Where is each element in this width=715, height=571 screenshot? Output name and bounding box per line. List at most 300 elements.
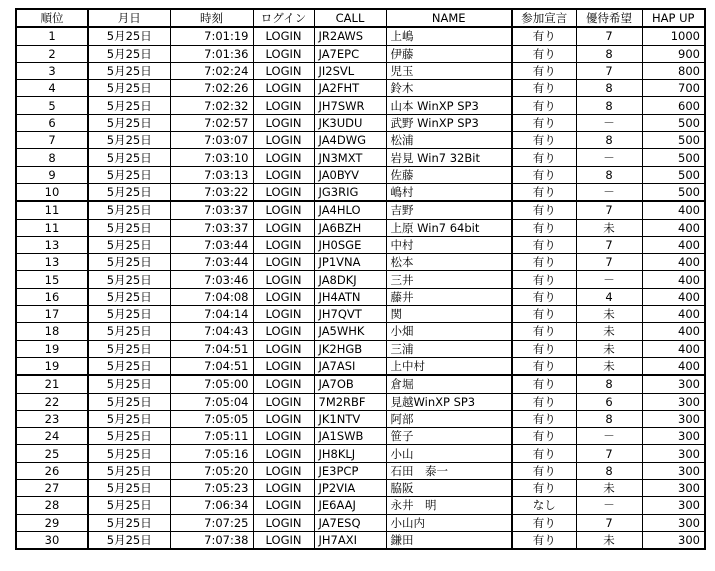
table-row	[16, 531, 705, 549]
hap-up-cell: 300	[642, 497, 705, 514]
date-cell: 5月25日	[88, 445, 170, 462]
login-cell: LOGIN	[253, 62, 314, 79]
rank-cell: 8	[16, 149, 88, 166]
time-cell: 7:07:25	[170, 514, 253, 531]
name-cell: 永井 明	[386, 497, 512, 514]
date-cell: 5月25日	[88, 514, 170, 531]
participation-cell: 有り	[512, 428, 576, 445]
table-row	[16, 149, 705, 166]
time-cell: 7:01:36	[170, 45, 253, 62]
preference-cell: 7	[576, 254, 642, 271]
call-cell: JA5WHK	[314, 323, 386, 340]
name-cell: 脇阪	[386, 480, 512, 497]
hap-up-cell: 500	[642, 166, 705, 183]
preference-cell: 8	[576, 462, 642, 479]
table-row	[16, 340, 705, 357]
participation-cell: 有り	[512, 62, 576, 79]
header-hap-up: HAP UP	[642, 9, 705, 27]
rank-cell: 2	[16, 45, 88, 62]
participation-cell: なし	[512, 497, 576, 514]
table-row	[16, 445, 705, 462]
call-cell: JH0SGE	[314, 236, 386, 253]
login-cell: LOGIN	[253, 306, 314, 323]
call-cell: JH7SWR	[314, 97, 386, 114]
name-cell: 伊藤	[386, 45, 512, 62]
date-cell: 5月25日	[88, 27, 170, 45]
preference-cell: 7	[576, 62, 642, 79]
date-cell: 5月25日	[88, 323, 170, 340]
participation-cell: 有り	[512, 340, 576, 357]
date-cell: 5月25日	[88, 45, 170, 62]
call-cell: JK3UDU	[314, 114, 386, 131]
header-name: NAME	[386, 9, 512, 27]
name-cell: 笹子	[386, 428, 512, 445]
login-cell: LOGIN	[253, 393, 314, 410]
name-cell: 藤井	[386, 288, 512, 305]
date-cell: 5月25日	[88, 410, 170, 427]
login-cell: LOGIN	[253, 462, 314, 479]
date-cell: 5月25日	[88, 236, 170, 253]
hap-up-cell: 400	[642, 340, 705, 357]
date-cell: 5月25日	[88, 393, 170, 410]
time-cell: 7:02:32	[170, 97, 253, 114]
rank-cell: 9	[16, 166, 88, 183]
rank-cell: 19	[16, 357, 88, 375]
hap-up-cell: 600	[642, 97, 705, 114]
hap-up-cell: 400	[642, 288, 705, 305]
time-cell: 7:05:11	[170, 428, 253, 445]
hap-up-cell: 300	[642, 445, 705, 462]
login-cell: LOGIN	[253, 166, 314, 183]
hap-up-cell: 400	[642, 271, 705, 288]
hap-up-cell: 300	[642, 428, 705, 445]
call-cell: JR2AWS	[314, 27, 386, 45]
name-cell: 倉堀	[386, 375, 512, 393]
time-cell: 7:03:13	[170, 166, 253, 183]
rank-cell: 24	[16, 428, 88, 445]
participation-cell: 有り	[512, 288, 576, 305]
name-cell: 松本	[386, 254, 512, 271]
name-cell: 松浦	[386, 132, 512, 149]
rank-cell: 23	[16, 410, 88, 427]
participation-cell: 有り	[512, 97, 576, 114]
time-cell: 7:04:51	[170, 340, 253, 357]
table-row	[16, 183, 705, 201]
call-cell: JA8DKJ	[314, 271, 386, 288]
table-row	[16, 271, 705, 288]
login-cell: LOGIN	[253, 514, 314, 531]
preference-cell: 未	[576, 480, 642, 497]
name-cell: 石田 泰一	[386, 462, 512, 479]
preference-cell: 4	[576, 288, 642, 305]
login-cell: LOGIN	[253, 80, 314, 97]
rank-cell: 27	[16, 480, 88, 497]
time-cell: 7:01:19	[170, 27, 253, 45]
hap-up-cell: 400	[642, 201, 705, 219]
date-cell: 5月25日	[88, 97, 170, 114]
table-row	[16, 114, 705, 131]
login-cell: LOGIN	[253, 531, 314, 549]
rank-cell: 30	[16, 531, 88, 549]
call-cell: JA0BYV	[314, 166, 386, 183]
name-cell: 上中村	[386, 357, 512, 375]
time-cell: 7:02:57	[170, 114, 253, 131]
preference-cell: －	[576, 114, 642, 131]
login-cell: LOGIN	[253, 445, 314, 462]
login-cell: LOGIN	[253, 97, 314, 114]
hap-up-cell: 300	[642, 375, 705, 393]
participation-cell: 有り	[512, 27, 576, 45]
call-cell: JI2SVL	[314, 62, 386, 79]
name-cell: 阿部	[386, 410, 512, 427]
name-cell: 岩見 Win7 32Bit	[386, 149, 512, 166]
time-cell: 7:04:08	[170, 288, 253, 305]
hap-up-cell: 300	[642, 531, 705, 549]
participation-cell: 有り	[512, 375, 576, 393]
login-cell: LOGIN	[253, 114, 314, 131]
participation-cell: 有り	[512, 480, 576, 497]
name-cell: 見越WinXP SP3	[386, 393, 512, 410]
time-cell: 7:06:34	[170, 497, 253, 514]
hap-up-cell: 400	[642, 219, 705, 236]
date-cell: 5月25日	[88, 462, 170, 479]
name-cell: 上原 Win7 64bit	[386, 219, 512, 236]
rank-cell: 3	[16, 62, 88, 79]
hap-up-cell: 300	[642, 410, 705, 427]
table-body	[16, 27, 705, 549]
login-cell: LOGIN	[253, 428, 314, 445]
date-cell: 5月25日	[88, 62, 170, 79]
name-cell: 嶋村	[386, 183, 512, 201]
header-call: CALL	[314, 9, 386, 27]
date-cell: 5月25日	[88, 183, 170, 201]
name-cell: 小山内	[386, 514, 512, 531]
header-preference: 優待希望	[576, 9, 642, 27]
call-cell: JA2FHT	[314, 80, 386, 97]
participation-cell: 有り	[512, 271, 576, 288]
participation-cell: 有り	[512, 357, 576, 375]
header-participation: 参加宣言	[512, 9, 576, 27]
name-cell: 小山	[386, 445, 512, 462]
hap-up-cell: 800	[642, 62, 705, 79]
date-cell: 5月25日	[88, 80, 170, 97]
preference-cell: 未	[576, 531, 642, 549]
time-cell: 7:03:46	[170, 271, 253, 288]
preference-cell: －	[576, 428, 642, 445]
preference-cell: 8	[576, 97, 642, 114]
call-cell: JK1NTV	[314, 410, 386, 427]
hap-up-cell: 400	[642, 357, 705, 375]
name-cell: 中村	[386, 236, 512, 253]
hap-up-cell: 400	[642, 254, 705, 271]
hap-up-cell: 400	[642, 236, 705, 253]
participation-cell: 有り	[512, 306, 576, 323]
date-cell: 5月25日	[88, 219, 170, 236]
preference-cell: 6	[576, 393, 642, 410]
name-cell: 上嶋	[386, 27, 512, 45]
table-row	[16, 497, 705, 514]
name-cell: 児玉	[386, 62, 512, 79]
time-cell: 7:03:44	[170, 254, 253, 271]
name-cell: 鈴木	[386, 80, 512, 97]
time-cell: 7:07:38	[170, 531, 253, 549]
login-cell: LOGIN	[253, 410, 314, 427]
login-cell: LOGIN	[253, 132, 314, 149]
preference-cell: 7	[576, 201, 642, 219]
rank-cell: 22	[16, 393, 88, 410]
call-cell: JA4DWG	[314, 132, 386, 149]
table-row	[16, 45, 705, 62]
login-cell: LOGIN	[253, 375, 314, 393]
participation-cell: 有り	[512, 219, 576, 236]
hap-up-cell: 500	[642, 149, 705, 166]
table-header	[16, 9, 705, 27]
login-cell: LOGIN	[253, 254, 314, 271]
header-login: ログイン	[253, 9, 314, 27]
participation-cell: 有り	[512, 114, 576, 131]
preference-cell: 未	[576, 323, 642, 340]
name-cell: 山本 WinXP SP3	[386, 97, 512, 114]
name-cell: 武野 WinXP SP3	[386, 114, 512, 131]
login-cell: LOGIN	[253, 497, 314, 514]
date-cell: 5月25日	[88, 340, 170, 357]
date-cell: 5月25日	[88, 114, 170, 131]
login-cell: LOGIN	[253, 288, 314, 305]
participation-cell: 有り	[512, 166, 576, 183]
participation-cell: 有り	[512, 80, 576, 97]
name-cell: 小畑	[386, 323, 512, 340]
table-row	[16, 306, 705, 323]
time-cell: 7:02:26	[170, 80, 253, 97]
participation-cell: 有り	[512, 236, 576, 253]
rank-cell: 16	[16, 288, 88, 305]
table-row	[16, 462, 705, 479]
participation-cell: 有り	[512, 410, 576, 427]
hap-up-cell: 400	[642, 323, 705, 340]
hap-up-cell: 300	[642, 480, 705, 497]
rank-cell: 1	[16, 27, 88, 45]
time-cell: 7:05:04	[170, 393, 253, 410]
preference-cell: －	[576, 183, 642, 201]
hap-up-cell: 900	[642, 45, 705, 62]
preference-cell: 7	[576, 514, 642, 531]
hap-up-cell: 500	[642, 183, 705, 201]
table-row	[16, 375, 705, 393]
results-table	[15, 8, 706, 550]
participation-cell: 有り	[512, 445, 576, 462]
name-cell: 三井	[386, 271, 512, 288]
login-cell: LOGIN	[253, 480, 314, 497]
date-cell: 5月25日	[88, 531, 170, 549]
participation-cell: 有り	[512, 183, 576, 201]
preference-cell: 7	[576, 236, 642, 253]
time-cell: 7:05:05	[170, 410, 253, 427]
time-cell: 7:03:37	[170, 201, 253, 219]
preference-cell: 未	[576, 306, 642, 323]
date-cell: 5月25日	[88, 497, 170, 514]
participation-cell: 有り	[512, 531, 576, 549]
table-row	[16, 254, 705, 271]
table-row	[16, 27, 705, 45]
rank-cell: 13	[16, 236, 88, 253]
time-cell: 7:05:23	[170, 480, 253, 497]
login-cell: LOGIN	[253, 219, 314, 236]
date-cell: 5月25日	[88, 166, 170, 183]
call-cell: JH4ATN	[314, 288, 386, 305]
preference-cell: 8	[576, 166, 642, 183]
participation-cell: 有り	[512, 149, 576, 166]
preference-cell: 未	[576, 340, 642, 357]
table-row	[16, 410, 705, 427]
login-cell: LOGIN	[253, 183, 314, 201]
call-cell: JH7AXI	[314, 531, 386, 549]
time-cell: 7:03:07	[170, 132, 253, 149]
call-cell: JE6AAJ	[314, 497, 386, 514]
time-cell: 7:03:37	[170, 219, 253, 236]
call-cell: JH7QVT	[314, 306, 386, 323]
call-cell: JK2HGB	[314, 340, 386, 357]
date-cell: 5月25日	[88, 254, 170, 271]
login-cell: LOGIN	[253, 323, 314, 340]
rank-cell: 10	[16, 183, 88, 201]
date-cell: 5月25日	[88, 271, 170, 288]
time-cell: 7:03:44	[170, 236, 253, 253]
preference-cell: －	[576, 497, 642, 514]
time-cell: 7:03:22	[170, 183, 253, 201]
call-cell: 7M2RBF	[314, 393, 386, 410]
preference-cell: 8	[576, 45, 642, 62]
name-cell: 三浦	[386, 340, 512, 357]
name-cell: 関	[386, 306, 512, 323]
table-row	[16, 288, 705, 305]
table-row	[16, 480, 705, 497]
rank-cell: 25	[16, 445, 88, 462]
time-cell: 7:03:10	[170, 149, 253, 166]
participation-cell: 有り	[512, 201, 576, 219]
participation-cell: 有り	[512, 514, 576, 531]
table-row	[16, 236, 705, 253]
login-cell: LOGIN	[253, 236, 314, 253]
call-cell: JP2VIA	[314, 480, 386, 497]
preference-cell: 8	[576, 132, 642, 149]
rank-cell: 17	[16, 306, 88, 323]
time-cell: 7:04:14	[170, 306, 253, 323]
header-rank: 順位	[16, 9, 88, 27]
name-cell: 鎌田	[386, 531, 512, 549]
preference-cell: 7	[576, 445, 642, 462]
time-cell: 7:05:00	[170, 375, 253, 393]
rank-cell: 5	[16, 97, 88, 114]
call-cell: JH8KLJ	[314, 445, 386, 462]
hap-up-cell: 300	[642, 514, 705, 531]
login-cell: LOGIN	[253, 149, 314, 166]
participation-cell: 有り	[512, 132, 576, 149]
call-cell: JA7ESQ	[314, 514, 386, 531]
table-row	[16, 201, 705, 219]
call-cell: JA7EPC	[314, 45, 386, 62]
call-cell: JA1SWB	[314, 428, 386, 445]
rank-cell: 7	[16, 132, 88, 149]
preference-cell: －	[576, 149, 642, 166]
participation-cell: 有り	[512, 462, 576, 479]
rank-cell: 11	[16, 201, 88, 219]
rank-cell: 28	[16, 497, 88, 514]
time-cell: 7:04:51	[170, 357, 253, 375]
date-cell: 5月25日	[88, 428, 170, 445]
hap-up-cell: 300	[642, 393, 705, 410]
rank-cell: 4	[16, 80, 88, 97]
table-row	[16, 428, 705, 445]
login-cell: LOGIN	[253, 27, 314, 45]
call-cell: JE3PCP	[314, 462, 386, 479]
hap-up-cell: 1000	[642, 27, 705, 45]
date-cell: 5月25日	[88, 375, 170, 393]
preference-cell: 8	[576, 375, 642, 393]
rank-cell: 11	[16, 219, 88, 236]
hap-up-cell: 500	[642, 114, 705, 131]
preference-cell: 7	[576, 27, 642, 45]
rank-cell: 19	[16, 340, 88, 357]
participation-cell: 有り	[512, 393, 576, 410]
date-cell: 5月25日	[88, 306, 170, 323]
hap-up-cell: 400	[642, 306, 705, 323]
preference-cell: 8	[576, 80, 642, 97]
participation-cell: 有り	[512, 45, 576, 62]
login-cell: LOGIN	[253, 357, 314, 375]
hap-up-cell: 300	[642, 462, 705, 479]
table-row	[16, 97, 705, 114]
login-cell: LOGIN	[253, 45, 314, 62]
participation-cell: 有り	[512, 254, 576, 271]
preference-cell: －	[576, 271, 642, 288]
call-cell: JN3MXT	[314, 149, 386, 166]
login-cell: LOGIN	[253, 340, 314, 357]
table-row	[16, 514, 705, 531]
date-cell: 5月25日	[88, 480, 170, 497]
date-cell: 5月25日	[88, 357, 170, 375]
login-cell: LOGIN	[253, 201, 314, 219]
table-row	[16, 323, 705, 340]
table-row	[16, 132, 705, 149]
call-cell: JA7OB	[314, 375, 386, 393]
header-time: 時刻	[170, 9, 253, 27]
login-cell: LOGIN	[253, 271, 314, 288]
rank-cell: 15	[16, 271, 88, 288]
rank-cell: 29	[16, 514, 88, 531]
hap-up-cell: 500	[642, 132, 705, 149]
table-row	[16, 166, 705, 183]
date-cell: 5月25日	[88, 288, 170, 305]
call-cell: JA4HLO	[314, 201, 386, 219]
rank-cell: 13	[16, 254, 88, 271]
header-date: 月日	[88, 9, 170, 27]
rank-cell: 6	[16, 114, 88, 131]
preference-cell: 未	[576, 357, 642, 375]
call-cell: JG3RIG	[314, 183, 386, 201]
header-row	[16, 9, 705, 27]
call-cell: JA6BZH	[314, 219, 386, 236]
date-cell: 5月25日	[88, 132, 170, 149]
table-row	[16, 393, 705, 410]
preference-cell: 未	[576, 219, 642, 236]
participation-cell: 有り	[512, 323, 576, 340]
date-cell: 5月25日	[88, 149, 170, 166]
call-cell: JA7ASI	[314, 357, 386, 375]
table-row	[16, 62, 705, 79]
name-cell: 吉野	[386, 201, 512, 219]
table-row	[16, 80, 705, 97]
rank-cell: 18	[16, 323, 88, 340]
